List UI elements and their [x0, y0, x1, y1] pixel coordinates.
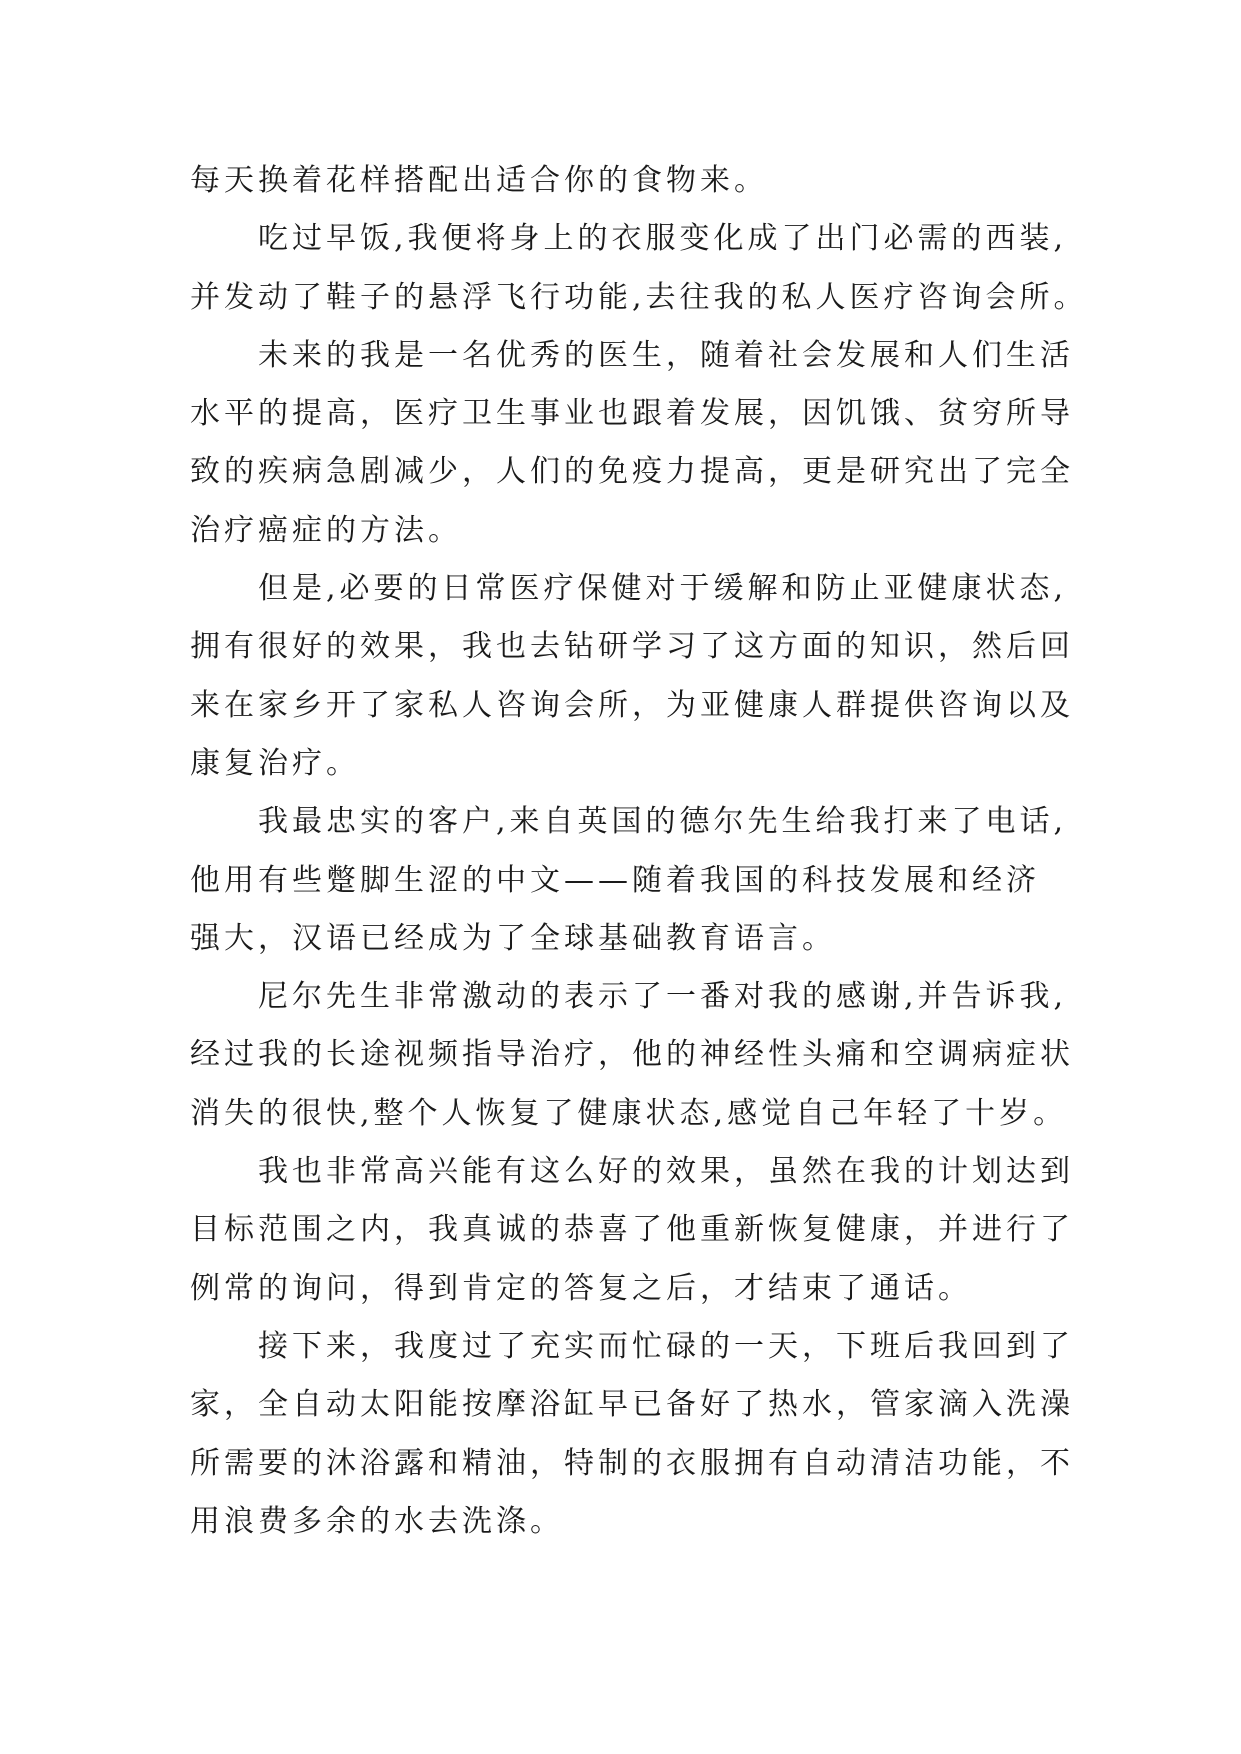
text-line: 用浪费多余的水去洗涤。	[190, 1503, 564, 1539]
paragraph-first-line: 我也非常高兴能有这么好的效果，虽然在我的计划达到	[258, 1154, 1074, 1190]
text-line: 每天换着花样搭配出适合你的食物来。	[190, 163, 768, 198]
document-body	[190, 152, 1090, 1551]
paragraph-first-line: 未来的我是一名优秀的医生，随着社会发展和人们生活	[258, 337, 1074, 373]
text-line: 来在家乡开了家私人咨询会所，为亚健康人群提供咨询以及	[190, 687, 1074, 723]
text-line: 他用有些蹩脚生涩的中文——随着我国的科技发展和经济	[190, 862, 1040, 898]
text-line: 目标范围之内，我真诚的恭喜了他重新恢复健康，并进行了	[190, 1212, 1074, 1248]
text-line: 强大，汉语已经成为了全球基础教育语言。	[190, 920, 836, 956]
text-line: 水平的提高，医疗卫生事业也跟着发展，因饥饿、贫穷所导	[190, 396, 1074, 432]
paragraph-first-line: 吃过早饭,我便将身上的衣服变化成了出门必需的西装,	[258, 221, 1068, 257]
text-line: 所需要的沐浴露和精油，特制的衣服拥有自动清洁功能，不	[190, 1445, 1074, 1481]
paragraph-first-line: 尼尔先生非常激动的表示了一番对我的感谢,并告诉我,	[258, 979, 1068, 1015]
text-line: 拥有很好的效果，我也去钻研学习了这方面的知识，然后回	[190, 629, 1074, 665]
text-line: 家，全自动太阳能按摩浴缸早已备好了热水，管家滴入洗澡	[190, 1387, 1074, 1423]
text-line: 消失的很快,整个人恢复了健康状态,感觉自己年轻了十岁。	[190, 1095, 1068, 1131]
text-line: 康复治疗。	[190, 745, 360, 781]
text-line: 治疗癌症的方法。	[190, 512, 462, 548]
paragraph-first-line: 但是,必要的日常医疗保健对于缓解和防止亚健康状态,	[258, 571, 1068, 607]
text-line: 经过我的长途视频指导治疗，他的神经性头痛和空调病症状	[190, 1037, 1074, 1073]
text-line: 并发动了鞋子的悬浮飞行功能,去往我的私人医疗咨询会所。	[190, 279, 1088, 315]
text-line: 致的疾病急剧减少，人们的免疫力提高，更是研究出了完全	[190, 454, 1074, 490]
text-line: 例常的询问，得到肯定的答复之后，才结束了通话。	[190, 1270, 972, 1306]
paragraph-first-line: 我最忠实的客户,来自英国的德尔先生给我打来了电话,	[258, 804, 1068, 840]
paragraph-first-line: 接下来，我度过了充实而忙碌的一天，下班后我回到了	[258, 1328, 1074, 1364]
